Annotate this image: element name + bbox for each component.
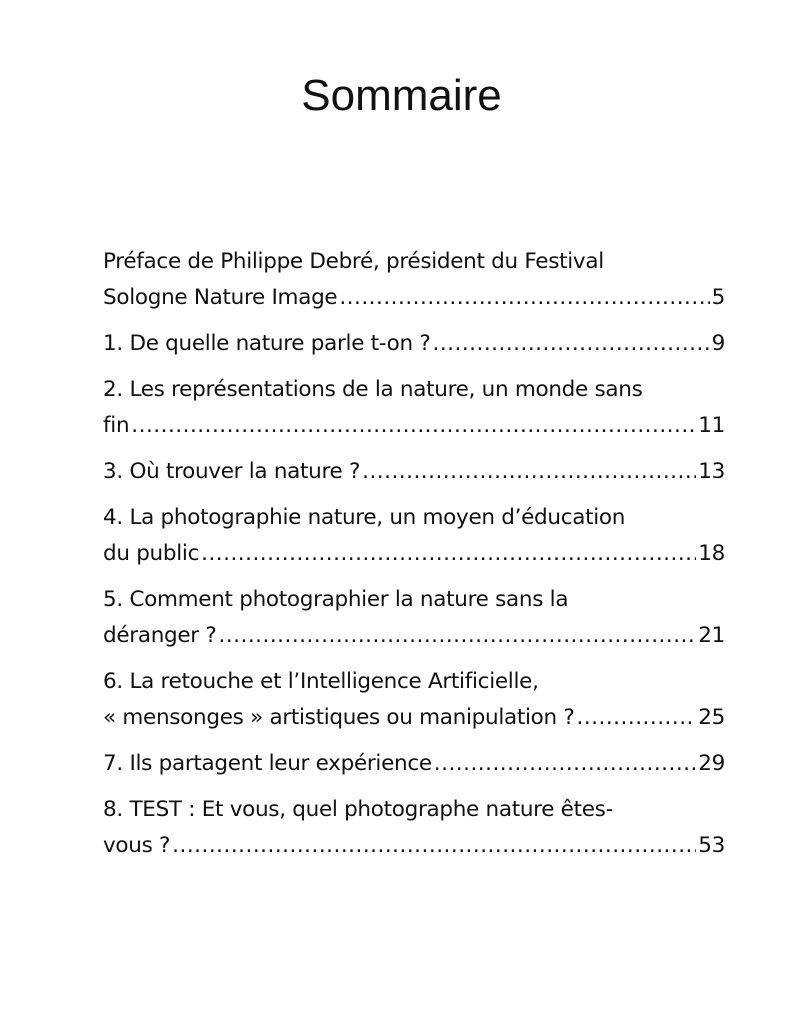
dot-leader <box>434 746 696 782</box>
page-title: Sommaire <box>301 71 502 120</box>
toc-entry-text-line1: 8. TEST : Et vous, quel photographe nature êtes- <box>103 797 614 822</box>
toc-entry-text-line1: 4. La photographie nature, un moyen d’éducation <box>103 505 626 530</box>
toc-page-number: 18 <box>698 541 725 566</box>
toc-entry-text: 3. Où trouver la nature ? <box>103 459 361 484</box>
toc-entry-text-line2: « mensonges » artistiques ou manipulation ? <box>103 705 575 730</box>
toc-page-number: 29 <box>698 751 725 776</box>
toc-entry-chapter-6[interactable] <box>103 664 725 736</box>
toc-entry-text-line2: fin <box>103 413 130 438</box>
toc-page-number: 25 <box>698 705 725 730</box>
toc-entry-text-line1: 5. Comment photographier la nature sans la <box>103 587 569 612</box>
dot-leader <box>131 408 696 444</box>
dot-leader <box>577 700 697 736</box>
toc-page-number: 9 <box>711 331 725 356</box>
dot-leader <box>201 536 696 572</box>
toc-entry-chapter-8[interactable] <box>103 792 725 864</box>
dot-leader <box>339 280 709 316</box>
table-of-contents <box>103 244 725 864</box>
toc-entry-chapter-3[interactable] <box>103 454 725 490</box>
toc-entry-text-line1: Préface de Philippe Debré, président du Festival <box>103 249 604 274</box>
toc-entry-chapter-1[interactable] <box>103 326 725 362</box>
toc-entry-text: 7. Ils partagent leur expérience <box>103 751 432 776</box>
toc-entry-preface[interactable] <box>103 244 725 316</box>
dot-leader <box>218 618 696 654</box>
dot-leader <box>432 326 709 362</box>
toc-page-number: 5 <box>711 285 725 310</box>
dot-leader <box>362 454 696 490</box>
toc-entry-chapter-4[interactable] <box>103 500 725 572</box>
toc-page-number: 13 <box>698 459 725 484</box>
toc-entry-text-line1: 6. La retouche et l’Intelligence Artificielle, <box>103 669 539 694</box>
toc-entry-chapter-5[interactable] <box>103 582 725 654</box>
toc-entry-text-line2: Sologne Nature Image <box>103 285 338 310</box>
toc-entry-text: 1. De quelle nature parle t-on ? <box>103 331 431 356</box>
toc-entry-text-line2: vous ? <box>103 833 171 858</box>
toc-entry-text-line2: du public <box>103 541 200 566</box>
dot-leader <box>172 828 696 864</box>
toc-page-number: 11 <box>698 413 725 438</box>
toc-entry-text-line1: 2. Les représentations de la nature, un monde sans <box>103 377 643 402</box>
toc-entry-text-line2: déranger ? <box>103 623 217 648</box>
toc-page-number: 21 <box>698 623 725 648</box>
toc-page-number: 53 <box>698 833 725 858</box>
toc-entry-chapter-7[interactable] <box>103 746 725 782</box>
toc-entry-chapter-2[interactable] <box>103 372 725 444</box>
